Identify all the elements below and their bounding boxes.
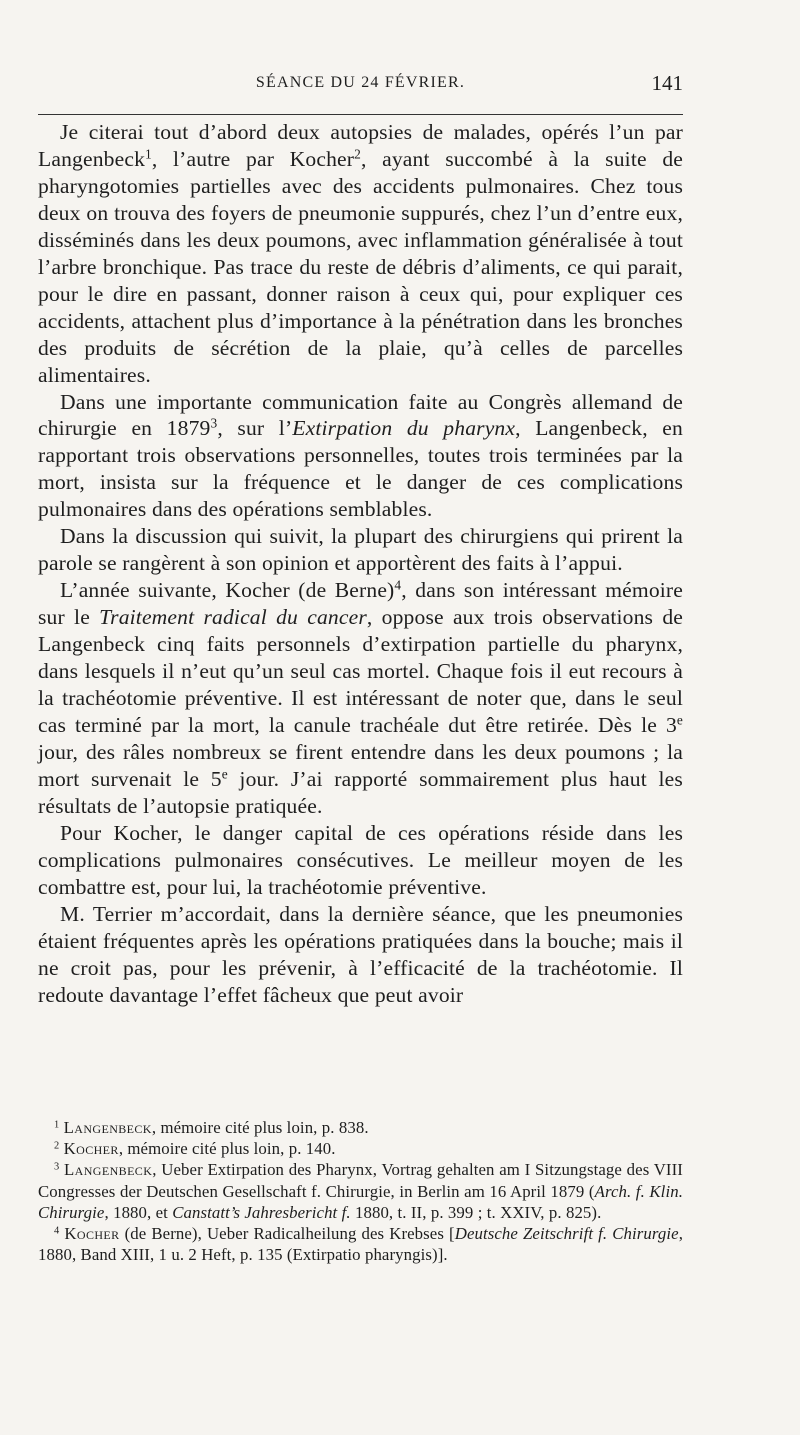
footnote-ref-2: 2 <box>354 146 361 162</box>
paragraph-1: Je citerai tout d’abord deux autopsies de malades, opérés l’un par Langenbeck$^1$, l’autre par Kocher$^2$, ayant succombé à la suite de pharyngotomies partielles avec des accidents pulmonaires. Chez tous deux on trouva des foyers de pneumonie suppurés, chez l’un d’entre eux, disséminés dans les deux poumons, avec inflammation généralisée à tout l’arbre bronchique. Pas trace du reste de débris d’aliments, ce qui parait, pour le dire en passant, donner raison à ceux qui, pour expliquer ces accidents, attachent plus d’importance à la pénétration dans les bronches des produits de sécrétion de la plaie, qu’à celles de parcelles alimentaires. <box>38 120 683 387</box>
page-number: 141 <box>651 71 683 95</box>
footnote-ref-1: 1 <box>145 146 152 162</box>
footnote-3: $^3$ Langenbeck, Ueber Extirpation des Pharynx, Vortrag gehalten am I Sitzungstage des VIII Congresses der Deutschen Gesellschaft f. Chirurgie, in Berlin am 16 April 1879 (Arch. f. Klin. Chirurgie, 1880, et Canstatt’s Jahresbericht f. 1880, t. II, p. 399 ; t. XXIV, p. 825). <box>38 1160 683 1222</box>
footnote-ref-4: 4 <box>394 577 402 593</box>
running-header <box>38 71 683 100</box>
footnotes <box>38 1117 683 1265</box>
footnote-4: $^4$ Kocher (de Berne), Ueber Radicalheilung des Krebses [Deutsche Zeitschrift f. Chirurgie, 1880, Band XIII, 1 u. 2 Heft, p. 135 (Extirpatio pharyngis)]. <box>38 1224 683 1265</box>
work-title-extirpation: Extirpation du pharynx <box>292 416 516 441</box>
paragraph-5: Pour Kocher, le danger capital de ces opérations réside dans les complications pulmonaires consécutives. Le meilleur moyen de les combattre est, pour lui, la trachéotomie préventive. <box>38 820 683 899</box>
work-title-traitement: Traitement radical du cancer <box>99 605 367 630</box>
footnote-2: $^2$ Kocher, mémoire cité plus loin, p. 140. <box>54 1139 336 1159</box>
paragraph-3: Dans la discussion qui suivit, la plupart des chirurgiens qui prirent la parole se rangèrent à son opinion et apportèrent des faits à l’appui. <box>38 524 683 576</box>
paragraph-4: L’année suivante, Kocher (de Berne)$^4$, dans son intéressant mémoire sur le Traitement radical du cancer, oppose aux trois observations de Langenbeck cinq faits personnels d’extirpation partielle du pharynx, dans lesquels il n’eut qu’un seul cas mortel. Chaque fois il eut recours à la trachéotomie préventive. Il est intéressant de noter que, dans le seul cas terminé par la mort, la canule trachéale dut être retirée. Dès le 3e jour, des râles nombreux se firent entendre dans les deux poumons ; la mort survenait le 5e jour. J’ai rapporté sommairement plus haut les résultats de l’autopsie pratiquée. <box>38 577 684 818</box>
footnote-1: $^1$ Langenbeck, mémoire cité plus loin, p. 838. <box>54 1118 369 1137</box>
paragraph-2: Dans une importante communication faite au Congrès allemand de chirurgie en 1879$^3$, sur l’Extirpation du pharynx, Langenbeck, en rapportant trois observations personnelles, toutes trois terminées par la mort, insista sur la fréquence et le danger de ces complications pulmonaires dans des opérations semblables. <box>38 389 683 522</box>
running-title: SÉANCE DU 24 FÉVRIER. <box>255 74 466 91</box>
header-rule <box>38 114 683 115</box>
footnote-ref-3: 3 <box>210 416 218 432</box>
body-text <box>38 119 683 1008</box>
paragraph-6: M. Terrier m’accordait, dans la dernière séance, que les pneumonies étaient fréquentes après les opérations pratiquées dans la bouche; mais il ne croit pas, pour les prévenir, à l’efficacité de la trachéotomie. Il redoute davantage l’effet fâcheux que peut avoir <box>38 901 683 1007</box>
